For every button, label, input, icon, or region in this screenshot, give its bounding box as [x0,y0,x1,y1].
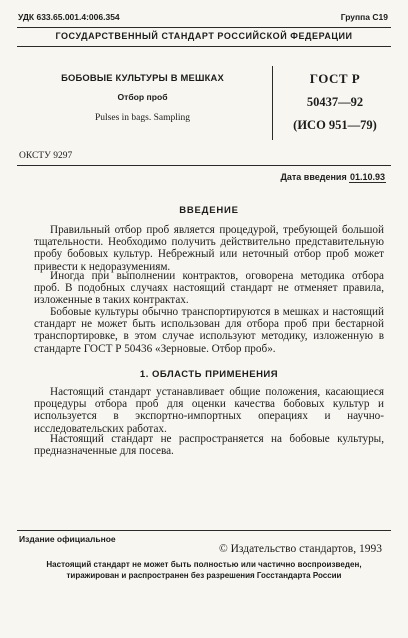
group-code: Группа С19 [340,12,388,22]
title-en: Pulses in bags. Sampling [94,113,190,123]
effective-date [280,172,386,182]
okstu-rule [17,165,391,166]
footer-rule [17,530,391,531]
intro-heading: ВВЕДЕНИЕ [179,205,239,216]
title-ru: БОБОВЫЕ КУЛЬТУРЫ В МЕШКАХ [61,72,224,83]
reproduction-notice-line1: Настоящий стандарт не может быть полностью или частично воспроизведен, [46,560,362,569]
gost-label: ГОСТ Р [309,71,361,86]
title-divider [272,66,273,140]
copyright: © Издательство стандартов, 1993 [218,543,382,555]
section1-paragraph-2: Настоящий стандарт не распространяется на бобовые культуры, предназначенные для посева. [34,433,384,458]
section1-heading: 1. ОБЛАСТЬ ПРИМЕНЕНИЯ [139,369,279,380]
effective-date-label: Дата введения [280,172,347,182]
subtitle-ru: Отбор проб [117,92,168,102]
state-standard-banner: ГОСУДАРСТВЕННЫЙ СТАНДАРТ РОССИЙСКОЙ ФЕДЕРАЦИИ [55,31,353,41]
intro-paragraph-2: Иногда при выполнении контрактов, оговорена методика отбора проб. В подобных случаях настоящий стандарт не отменяет правила, изложенные в таких контрактах. [34,270,384,307]
section1-paragraph-1: Настоящий стандарт устанавливает общие положения, касающиеся процедуры отбора проб для оценки качества бобовых культур и используется в экспортно-импортных операциях и научно-исследовательских работах. [34,386,384,435]
banner-bottom-rule [17,46,391,47]
top-rule [17,27,391,28]
intro-paragraph-1: Правильный отбор проб является процедурой, требующей большой тщательности. Необходимо получить действительно представительную пробу бобовых культур. Небрежный или неточный отбор проб может привести к недоразумениям. [34,224,384,273]
udk-code: УДК 633.65.001.4:006.354 [18,12,120,22]
okstu-code: ОКСТУ 9297 [19,151,73,161]
effective-date-value: 01.10.93 [349,172,385,182]
iso-reference: (ИСО 951—79) [293,118,377,132]
gost-number: 50437—92 [306,95,364,109]
reproduction-notice-line2: тиражирован и распространен без разрешения Госстандарта России [66,571,342,580]
intro-paragraph-3: Бобовые культуры обычно транспортируются в мешках и настоящий стандарт не может быть использован для отбора проб при бестарной транспортировке, в этом случае используют методику, изложенную в стандарте ГОСТ Р 50436 «Зерновые. Отбор проб». [34,306,384,355]
official-edition: Издание официальное [19,534,116,544]
